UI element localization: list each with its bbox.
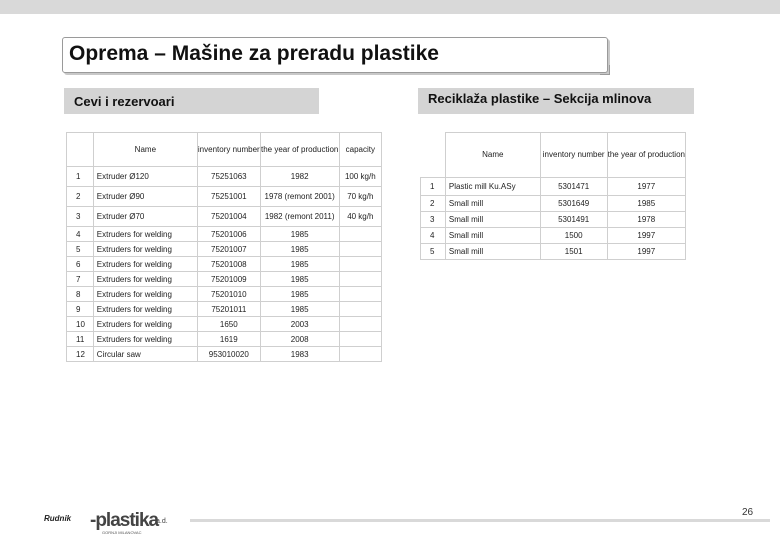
header-number bbox=[421, 133, 446, 178]
row-inventory: 75201011 bbox=[197, 302, 260, 317]
top-band bbox=[0, 0, 780, 14]
row-name: Extruders for welding bbox=[93, 257, 197, 272]
table-row bbox=[421, 244, 686, 260]
table-row bbox=[421, 212, 686, 228]
row-number: 2 bbox=[421, 196, 446, 212]
row-inventory: 75201009 bbox=[197, 272, 260, 287]
row-number: 3 bbox=[67, 207, 94, 227]
logo-suffix: a.d. bbox=[156, 518, 168, 525]
row-year: 1985 bbox=[260, 272, 339, 287]
table-row bbox=[67, 227, 382, 242]
row-inventory: 75201006 bbox=[197, 227, 260, 242]
row-number: 4 bbox=[421, 228, 446, 244]
row-year: 1978 bbox=[607, 212, 685, 228]
row-year: 2008 bbox=[260, 332, 339, 347]
row-number: 4 bbox=[67, 227, 94, 242]
row-inventory: 5301491 bbox=[540, 212, 607, 228]
row-number: 10 bbox=[67, 317, 94, 332]
row-inventory: 5301471 bbox=[540, 178, 607, 196]
table-row bbox=[67, 167, 382, 187]
row-year: 1982 (remont 2011) bbox=[260, 207, 339, 227]
row-name: Small mill bbox=[445, 228, 540, 244]
table-row bbox=[67, 347, 382, 362]
row-name: Extruder Ø120 bbox=[93, 167, 197, 187]
table-row bbox=[421, 196, 686, 212]
row-name: Small mill bbox=[445, 212, 540, 228]
title-box bbox=[62, 37, 608, 73]
row-name: Extruders for welding bbox=[93, 287, 197, 302]
row-number: 5 bbox=[421, 244, 446, 260]
row-year: 1977 bbox=[607, 178, 685, 196]
table-row bbox=[67, 302, 382, 317]
logo-brand-main: -plastika bbox=[90, 510, 159, 531]
row-capacity: 100 kg/h bbox=[339, 167, 381, 187]
row-name: Extruders for welding bbox=[93, 332, 197, 347]
table-row bbox=[67, 187, 382, 207]
table-row bbox=[421, 178, 686, 196]
row-inventory: 5301649 bbox=[540, 196, 607, 212]
row-inventory: 75201007 bbox=[197, 242, 260, 257]
table-header-row bbox=[421, 133, 686, 178]
row-number: 7 bbox=[67, 272, 94, 287]
table-row bbox=[67, 272, 382, 287]
row-inventory: 1650 bbox=[197, 317, 260, 332]
table-row bbox=[421, 228, 686, 244]
row-capacity bbox=[339, 257, 381, 272]
row-year: 1978 (remont 2001) bbox=[260, 187, 339, 207]
table-row bbox=[67, 287, 382, 302]
section-label-right: Reciklaža plastike – Sekcija mlinova bbox=[418, 88, 694, 114]
row-inventory: 75251063 bbox=[197, 167, 260, 187]
row-inventory: 1501 bbox=[540, 244, 607, 260]
row-capacity bbox=[339, 317, 381, 332]
row-number: 11 bbox=[67, 332, 94, 347]
table-row bbox=[67, 332, 382, 347]
row-year: 1985 bbox=[260, 227, 339, 242]
table-header-row bbox=[67, 133, 382, 167]
header-name: Name bbox=[93, 133, 197, 167]
row-capacity: 70 kg/h bbox=[339, 187, 381, 207]
header-inventory: inventory number bbox=[540, 133, 607, 178]
row-name: Circular saw bbox=[93, 347, 197, 362]
row-year: 1985 bbox=[260, 257, 339, 272]
page-number: 26 bbox=[742, 507, 754, 518]
row-year: 1982 bbox=[260, 167, 339, 187]
row-name: Extruder Ø70 bbox=[93, 207, 197, 227]
row-name: Extruders for welding bbox=[93, 272, 197, 287]
slide-title: Oprema – Mašine za preradu plastike bbox=[69, 42, 439, 65]
row-year: 1985 bbox=[607, 196, 685, 212]
row-capacity bbox=[339, 272, 381, 287]
row-name: Extruders for welding bbox=[93, 302, 197, 317]
equipment-table-left bbox=[66, 132, 382, 362]
row-year: 2003 bbox=[260, 317, 339, 332]
row-inventory: 1500 bbox=[540, 228, 607, 244]
section-label-left: Cevi i rezervoari bbox=[64, 88, 319, 114]
row-capacity bbox=[339, 347, 381, 362]
table-row bbox=[67, 257, 382, 272]
row-number: 2 bbox=[67, 187, 94, 207]
row-inventory: 75251001 bbox=[197, 187, 260, 207]
row-inventory: 953010020 bbox=[197, 347, 260, 362]
row-number: 6 bbox=[67, 257, 94, 272]
logo-subtitle: GORNJI MILANOVAC bbox=[102, 530, 142, 535]
title-box-corner bbox=[600, 65, 610, 75]
header-number bbox=[67, 133, 94, 167]
logo-brand-left: Rudnik bbox=[44, 514, 72, 523]
row-capacity bbox=[339, 242, 381, 257]
row-number: 5 bbox=[67, 242, 94, 257]
row-year: 1985 bbox=[260, 302, 339, 317]
row-number: 1 bbox=[421, 178, 446, 196]
row-inventory: 75201010 bbox=[197, 287, 260, 302]
table-row bbox=[67, 242, 382, 257]
header-year: the year of production bbox=[607, 133, 685, 178]
row-name: Extruders for welding bbox=[93, 317, 197, 332]
row-number: 12 bbox=[67, 347, 94, 362]
row-inventory: 1619 bbox=[197, 332, 260, 347]
header-inventory: inventory number bbox=[197, 133, 260, 167]
row-year: 1983 bbox=[260, 347, 339, 362]
row-number: 1 bbox=[67, 167, 94, 187]
header-year: the year of production bbox=[260, 133, 339, 167]
row-name: Extruders for welding bbox=[93, 242, 197, 257]
table-row bbox=[67, 317, 382, 332]
row-capacity bbox=[339, 227, 381, 242]
row-capacity bbox=[339, 287, 381, 302]
row-capacity bbox=[339, 302, 381, 317]
row-capacity: 40 kg/h bbox=[339, 207, 381, 227]
row-name: Plastic mill Ku.ASy bbox=[445, 178, 540, 196]
row-number: 9 bbox=[67, 302, 94, 317]
header-capacity: capacity bbox=[339, 133, 381, 167]
equipment-table-right bbox=[420, 132, 686, 260]
row-number: 3 bbox=[421, 212, 446, 228]
table-row bbox=[67, 207, 382, 227]
row-year: 1997 bbox=[607, 228, 685, 244]
row-name: Extruders for welding bbox=[93, 227, 197, 242]
row-number: 8 bbox=[67, 287, 94, 302]
row-capacity bbox=[339, 332, 381, 347]
row-name: Extruder Ø90 bbox=[93, 187, 197, 207]
row-inventory: 75201004 bbox=[197, 207, 260, 227]
row-inventory: 75201008 bbox=[197, 257, 260, 272]
row-year: 1985 bbox=[260, 287, 339, 302]
row-name: Small mill bbox=[445, 244, 540, 260]
row-year: 1997 bbox=[607, 244, 685, 260]
company-logo bbox=[40, 510, 170, 536]
row-year: 1985 bbox=[260, 242, 339, 257]
row-name: Small mill bbox=[445, 196, 540, 212]
header-name: Name bbox=[445, 133, 540, 178]
footer-divider bbox=[190, 519, 770, 522]
